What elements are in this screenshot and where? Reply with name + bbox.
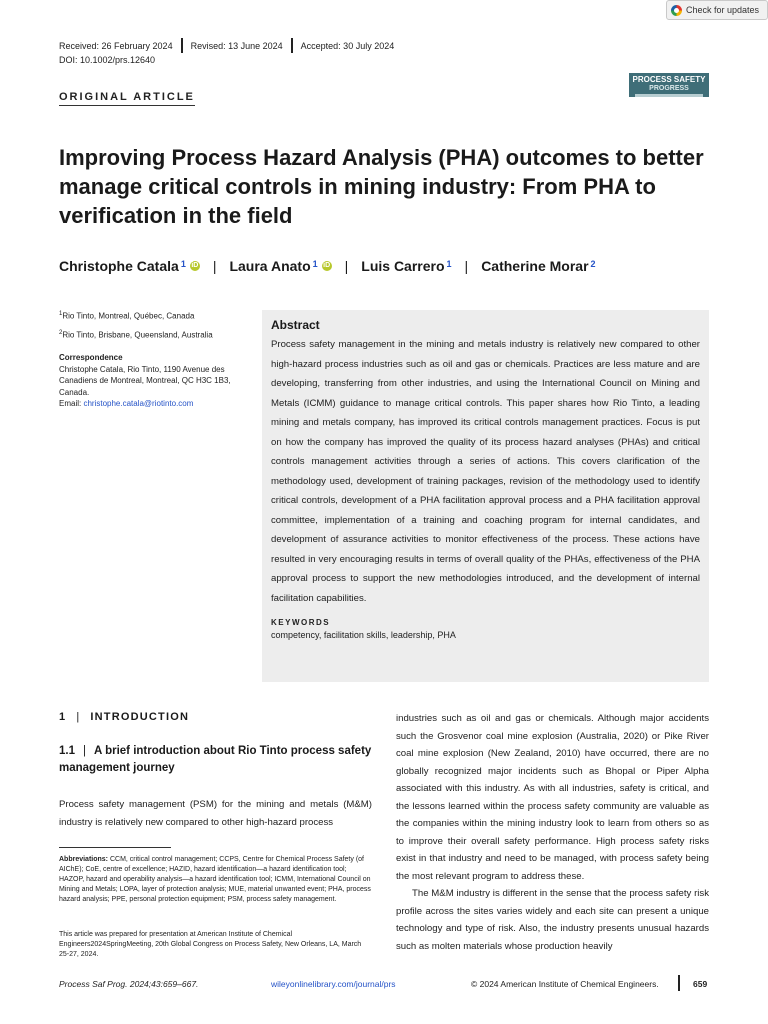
- author-affil-marker[interactable]: 2: [590, 259, 596, 269]
- correspondence-heading: Correspondence: [59, 353, 123, 362]
- right-column: [396, 710, 709, 955]
- affiliation-number: 1: [59, 311, 63, 317]
- correspondence: [59, 352, 254, 410]
- affiliation-number: 2: [59, 330, 63, 336]
- author-name[interactable]: Laura Anato: [229, 258, 311, 274]
- subsection-number: 1.1: [59, 745, 75, 757]
- author-list: [59, 258, 596, 274]
- affiliation: [59, 308, 194, 323]
- check-for-updates-label: Check for updates: [686, 5, 760, 15]
- orcid-icon[interactable]: iD: [191, 262, 199, 269]
- divider: [291, 38, 293, 53]
- intro-paragraph: Process safety management (PSM) for the mining and metals (M&M) industry is relatively new compared to other high-hazard process: [59, 799, 372, 828]
- revised-date: Revised: 13 June 2024: [190, 40, 283, 51]
- footer-divider: [678, 975, 680, 991]
- abbreviations-text: CCM, critical control management; CCPS, Centre for Chemical Process Safety (of AIChE); CoE, centre of excellence; HAZID, hazard identification—a hazard identification tool; HAZOP, hazard and operability analysis—a hazard identification tool; ICMM, International Council on Mining and Metals; LOPA, layer of protection analysis; MUE, material unwanted event; PHA, process hazard analysis; PPE, personal protection equipment; PSM, process safety management.: [59, 856, 371, 903]
- abstract-box: [262, 310, 709, 682]
- received-date: Received: 26 February 2024: [59, 40, 173, 51]
- subsection-separator: |: [83, 745, 86, 757]
- author-name[interactable]: Catherine Morar: [481, 258, 589, 274]
- journal-logo: [629, 73, 709, 97]
- journal-logo-title: PROCESS SAFETY: [632, 75, 706, 84]
- section-separator: |: [76, 711, 81, 723]
- author-affil-marker[interactable]: 1: [180, 259, 186, 269]
- body-paragraph: The M&M industry is different in the sense that the process safety risk profile across the sites varies widely and each site can present a unique technology and type of risk. Also, the industry presents unusual hazards such as molten materials whose production heavily: [396, 888, 709, 952]
- doi[interactable]: DOI: 10.1002/prs.12640: [59, 55, 156, 65]
- orcid-icon[interactable]: iD: [323, 262, 331, 269]
- journal-url-link[interactable]: wileyonlinelibrary.com/journal/prs: [271, 979, 396, 989]
- journal-logo-subtitle: PROGRESS: [649, 85, 689, 92]
- publication-dates: [59, 38, 394, 53]
- article-title: Improving Process Hazard Analysis (PHA) outcomes to better manage critical controls in mining industry: From PHA to verification in the field: [59, 145, 704, 228]
- author-affil-marker[interactable]: 1: [312, 259, 318, 269]
- author-separator: |: [464, 258, 469, 274]
- keywords-heading: KEYWORDS: [271, 618, 331, 627]
- body-paragraph: industries such as oil and gas or chemicals. Although major accidents such the Grosvenor coal mine explosion (Australia, 2020) or Pike River coal mine explosion (New Zealand, 2010) have occurred, there are no globally recognized major incidents such as Bhopal or Piper Alpha associated with this industry. As with all industries, safety is critical, and the lessons learned within the process safety community are valuable as the companies within the mining industry look to learn from others so as to improve their overall safety performance. High process safety risks exist in that industry and need to be managed, with process safety being the most relevant program to address these.: [396, 713, 709, 882]
- author-separator: |: [344, 258, 349, 274]
- presentation-footnote: This article was prepared for presentation at American Institute of Chemical Engineers2024SpringMeeting, 20th Global Congress on Process Safety, New Orleans, LA, March 25-27, 2024.: [59, 931, 362, 958]
- correspondence-email-line: [59, 398, 254, 410]
- affiliation: [59, 327, 213, 342]
- section-title: INTRODUCTION: [90, 711, 190, 723]
- page-number: 659: [693, 979, 708, 989]
- page-footer: [59, 979, 709, 989]
- divider: [181, 38, 183, 53]
- author-affil-marker[interactable]: 1: [446, 259, 452, 269]
- check-for-updates-badge[interactable]: [666, 0, 768, 20]
- email-link[interactable]: christophe.catala@riotinto.com: [83, 399, 194, 408]
- abbreviations-footnote: [59, 855, 372, 905]
- article-type: ORIGINAL ARTICLE: [59, 91, 195, 106]
- copyright: © 2024 American Institute of Chemical Engineers.: [471, 979, 659, 989]
- abbreviations-label: Abbreviations:: [59, 856, 109, 863]
- email-label: Email:: [59, 399, 84, 408]
- author-separator: |: [212, 258, 217, 274]
- journal-citation: Process Saf Prog. 2024;43:659–667.: [59, 979, 199, 989]
- subsection-heading: [59, 743, 374, 777]
- section-heading: [59, 711, 189, 723]
- crossmark-icon: [671, 5, 682, 16]
- correspondence-address: Christophe Catala, Rio Tinto, 1190 Avenue des Canadiens de Montreal, Montreal, QC H3C 1B3, Canada.: [59, 364, 231, 397]
- accepted-date: Accepted: 30 July 2024: [300, 40, 395, 51]
- keywords: competency, facilitation skills, leadership, PHA: [271, 630, 456, 640]
- author-name[interactable]: Christophe Catala: [59, 258, 179, 274]
- abstract-heading: Abstract: [271, 318, 320, 332]
- affiliation-text: Rio Tinto, Montreal, Québec, Canada: [62, 311, 195, 321]
- author-name[interactable]: Luis Carrero: [361, 258, 445, 274]
- section-number: 1: [59, 711, 67, 723]
- footnote-rule: [59, 847, 171, 848]
- abstract-text: Process safety management in the mining and metals industry is relatively new compared to other high-hazard process industries such as oil and gas or chemicals. Practices are less mature and are developing, transferring from other industries, and using the International Council on Mining and Metals (ICMM) guidance to manage critical controls. This paper shares how Rio Tinto, a leading mining and metals company, has improved its critical controls management practices. Focus is put on how the company has improved the quality of its process hazard analyses (PHAs) and critical controls management activities through a series of actions. This covers clarification of the methodology used, development of training packages, revision of the methodology used to identify critical controls, development of a PHA facilitation approval process and a PHA facilitation approval committee, implementation of a training and coaching program for internal candidates, and development of assurance activities to monitor effectiveness of the process. These actions have resulted in very encouraging results in terms of overall quality of the PHAs, effectiveness of the PHA approval process to support the new methodologies introduced, and the development of internal facilitation capabilities.: [271, 339, 700, 604]
- subsection-title: A brief introduction about Rio Tinto process safety management journey: [59, 745, 372, 774]
- affiliation-text: Rio Tinto, Brisbane, Queensland, Australia: [62, 330, 213, 340]
- journal-logo-bar: [635, 94, 703, 97]
